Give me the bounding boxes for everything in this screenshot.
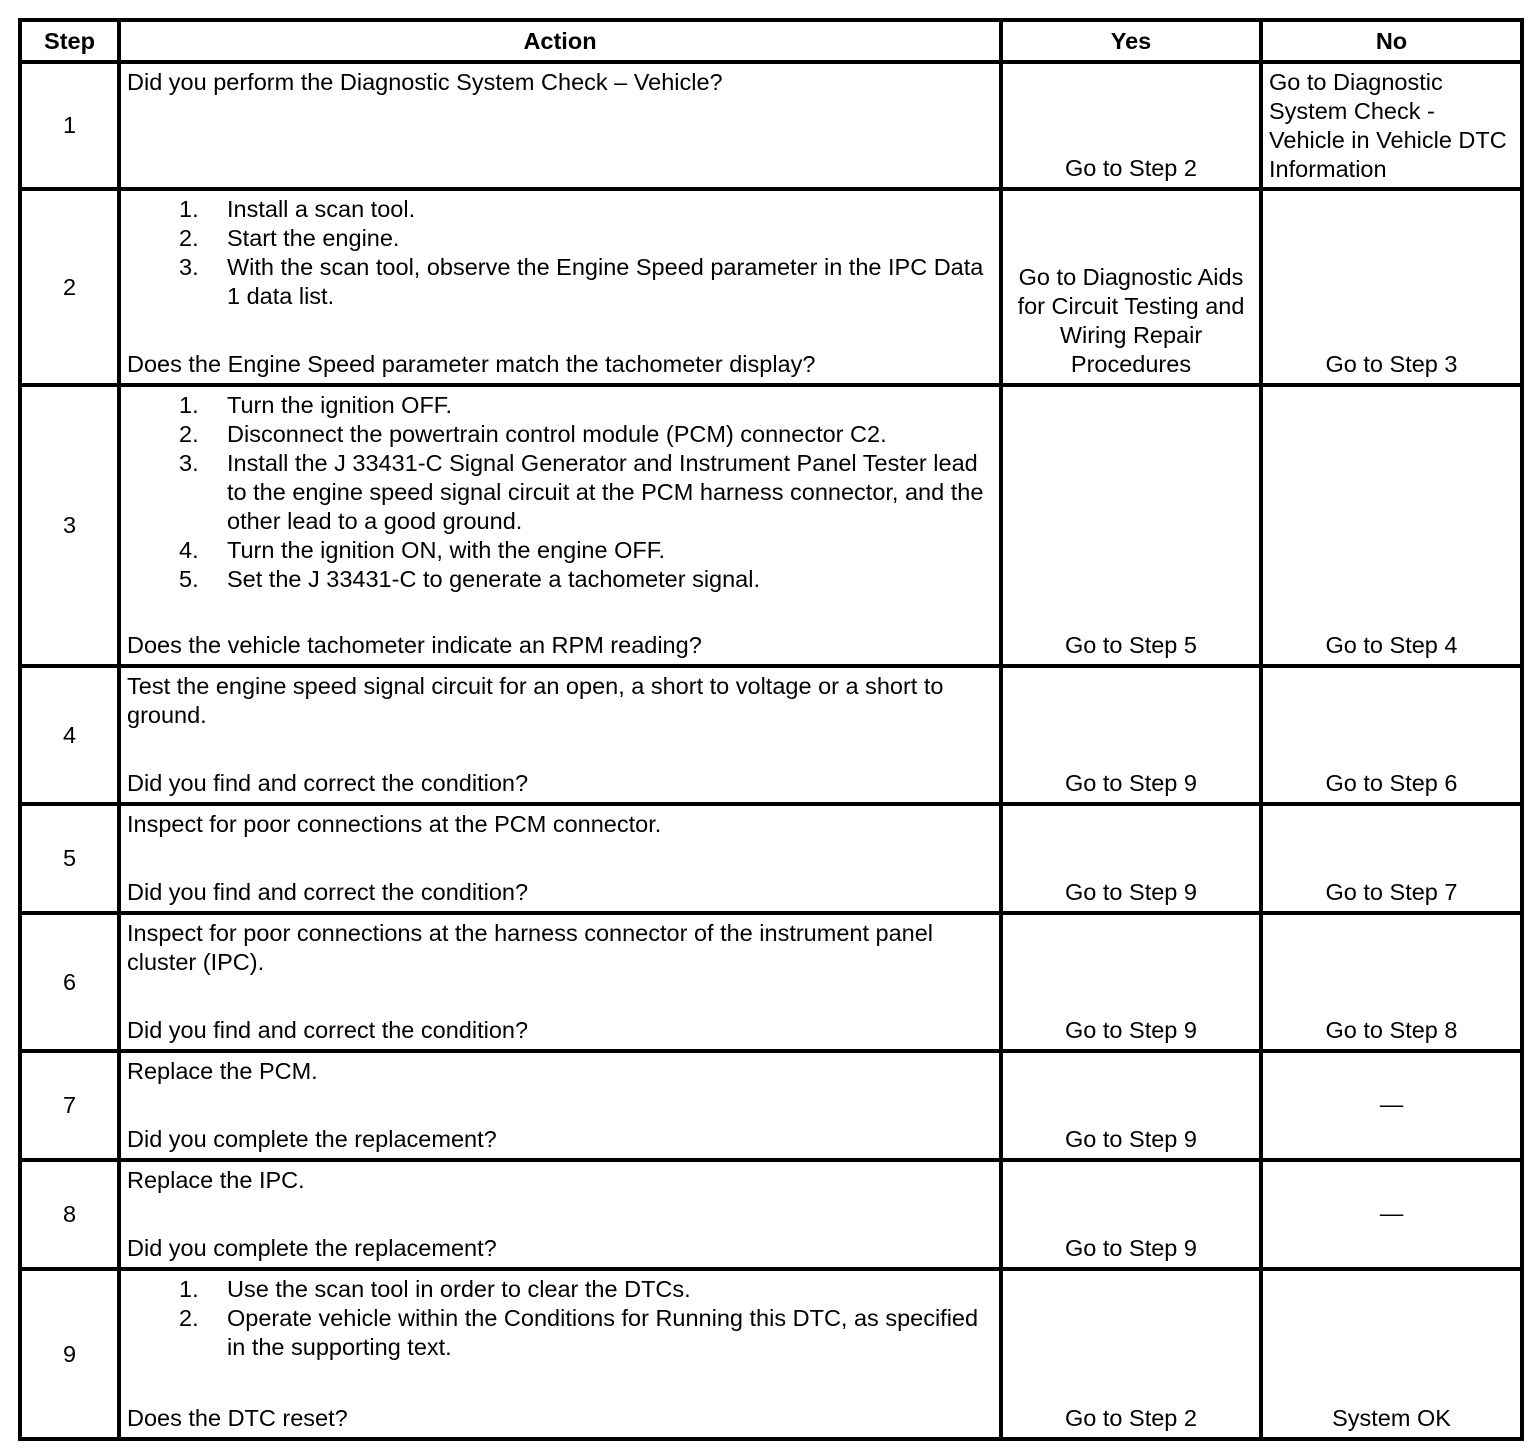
no-outcome: Go to Step 6 (1261, 666, 1522, 804)
instruction-text: Install the J 33431-C Signal Generator and Instrument Panel Tester lead to the engine speed signal circuit at the PCM harness connector, and the other lead to a good ground. (227, 450, 984, 534)
action-text: Inspect for poor connections at the PCM connector. (127, 811, 662, 837)
header-row (20, 20, 1522, 62)
instruction-number: 1. (179, 392, 199, 418)
step-number: 3 (20, 385, 119, 666)
action-cell (119, 1051, 1001, 1160)
instruction-list (127, 195, 993, 311)
instruction-text: Install a scan tool. (227, 196, 416, 222)
action-question: Did you find and correct the condition? (127, 770, 529, 796)
action-text: Replace the PCM. (127, 1058, 318, 1084)
no-outcome: — (1261, 1160, 1522, 1269)
instruction-text: With the scan tool, observe the Engine Speed parameter in the IPC Data 1 data list. (227, 254, 984, 309)
instruction-number: 1. (179, 196, 199, 222)
list-item (127, 420, 993, 449)
action-question: Does the vehicle tachometer indicate an RPM reading? (127, 632, 702, 658)
action-question: Did you complete the replacement? (127, 1235, 497, 1261)
action-text: Inspect for poor connections at the harness connector of the instrument panel cluster (IPC). (127, 920, 934, 975)
instruction-number: 5. (179, 566, 199, 592)
yes-outcome: Go to Step 9 (1001, 913, 1261, 1051)
table-row (20, 804, 1522, 913)
yes-outcome: Go to Step 9 (1001, 1051, 1261, 1160)
yes-outcome: Go to Step 5 (1001, 385, 1261, 666)
list-item (127, 1275, 993, 1304)
instruction-number: 2. (179, 421, 199, 447)
step-number: 5 (20, 804, 119, 913)
instruction-text: Set the J 33431-C to generate a tachometer signal. (227, 566, 760, 592)
instruction-number: 3. (179, 450, 199, 476)
instruction-text: Use the scan tool in order to clear the DTCs. (227, 1276, 691, 1302)
header-yes: Yes (1001, 20, 1261, 62)
instruction-text: Start the engine. (227, 225, 400, 251)
header-action: Action (119, 20, 1001, 62)
step-number: 8 (20, 1160, 119, 1269)
action-cell (119, 62, 1001, 189)
table-row (20, 385, 1522, 666)
step-number: 4 (20, 666, 119, 804)
table-row (20, 62, 1522, 189)
action-text: Test the engine speed signal circuit for an open, a short to voltage or a short to ground. (127, 673, 944, 728)
no-outcome: Go to Step 7 (1261, 804, 1522, 913)
instruction-number: 2. (179, 225, 199, 251)
action-cell (119, 804, 1001, 913)
action-cell (119, 1269, 1001, 1439)
list-item (127, 195, 993, 224)
table-body (20, 62, 1522, 1439)
action-cell (119, 666, 1001, 804)
header-no: No (1261, 20, 1522, 62)
yes-outcome: Go to Step 2 (1001, 1269, 1261, 1439)
instruction-number: 4. (179, 537, 199, 563)
action-text: Replace the IPC. (127, 1167, 305, 1193)
action-cell (119, 189, 1001, 385)
action-cell (119, 1160, 1001, 1269)
action-cell (119, 913, 1001, 1051)
yes-outcome: Go to Step 9 (1001, 1160, 1261, 1269)
action-cell (119, 385, 1001, 666)
action-question: Did you find and correct the condition? (127, 879, 529, 905)
list-item (127, 536, 993, 565)
no-outcome: — (1261, 1051, 1522, 1160)
table-row (20, 189, 1522, 385)
step-number: 9 (20, 1269, 119, 1439)
step-number: 6 (20, 913, 119, 1051)
action-text: Did you perform the Diagnostic System Check – Vehicle? (127, 69, 723, 95)
table-row (20, 1051, 1522, 1160)
list-item (127, 1304, 993, 1362)
step-number: 2 (20, 189, 119, 385)
action-question: Did you complete the replacement? (127, 1126, 497, 1152)
instruction-text: Operate vehicle within the Conditions for Running this DTC, as specified in the supporting text. (227, 1305, 979, 1360)
no-outcome: Go to Diagnostic System Check - Vehicle in Vehicle DTC Information (1261, 62, 1522, 189)
table-row (20, 666, 1522, 804)
list-item (127, 449, 993, 536)
yes-outcome: Go to Step 9 (1001, 666, 1261, 804)
list-item (127, 391, 993, 420)
instruction-text: Disconnect the powertrain control module (PCM) connector C2. (227, 421, 887, 447)
instruction-number: 2. (179, 1305, 199, 1331)
no-outcome: System OK (1261, 1269, 1522, 1439)
step-number: 1 (20, 62, 119, 189)
list-item (127, 224, 993, 253)
yes-outcome: Go to Diagnostic Aids for Circuit Testing and Wiring Repair Procedures (1001, 189, 1261, 385)
diagnostic-table (18, 18, 1524, 1441)
instruction-list (127, 1275, 993, 1362)
table-row (20, 1269, 1522, 1439)
action-question: Did you find and correct the condition? (127, 1017, 529, 1043)
action-question: Does the Engine Speed parameter match the tachometer display? (127, 351, 816, 377)
table-row (20, 913, 1522, 1051)
instruction-number: 3. (179, 254, 199, 280)
list-item (127, 565, 993, 594)
yes-outcome: Go to Step 9 (1001, 804, 1261, 913)
no-outcome: Go to Step 8 (1261, 913, 1522, 1051)
no-outcome: Go to Step 4 (1261, 385, 1522, 666)
yes-outcome: Go to Step 2 (1001, 62, 1261, 189)
list-item (127, 253, 993, 311)
step-number: 7 (20, 1051, 119, 1160)
instruction-number: 1. (179, 1276, 199, 1302)
no-outcome: Go to Step 3 (1261, 189, 1522, 385)
table-row (20, 1160, 1522, 1269)
instruction-list (127, 391, 993, 594)
header-step: Step (20, 20, 119, 62)
instruction-text: Turn the ignition OFF. (227, 392, 453, 418)
action-question: Does the DTC reset? (127, 1405, 348, 1431)
instruction-text: Turn the ignition ON, with the engine OFF. (227, 537, 666, 563)
